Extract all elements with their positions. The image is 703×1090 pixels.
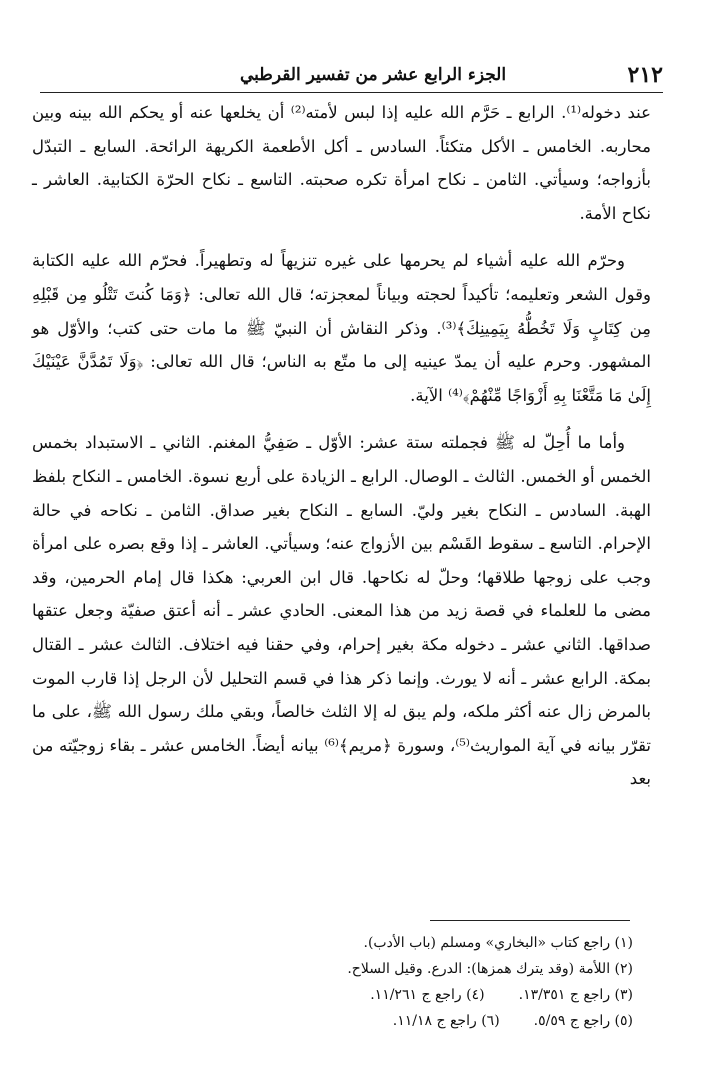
footnote-line-2 (60, 956, 633, 982)
footnote-1: (١) راجع كتاب «البخاري» ومسلم (باب الأدب). (363, 935, 633, 951)
footnote-6: (٦) راجع ج ١١/١٨. (392, 1013, 500, 1029)
paragraph-2: وحرّم الله عليه أشياء لم يحرمها على غيره تنزيهاً له وتطهيراً. فحرّم الله عليه الكتابة وقول الشعر وتعليمه؛ تأكيداً لحجته وبياناً لمعجزته؛ قال الله تعالى: ﴿وَمَا كُنتَ تَتْلُو مِن قَبْلِهِ مِن كِتَابٍ وَلَا تَخُطُّهُ بِيَمِينِكَ﴾⁽³⁾. وذكر النقاش أن النبيّ ﷺ ما مات حتى كتب؛ والأوّل هو المشهور. وحرم عليه أن يمدّ عينيه إلى ما متّع به الناس؛ قال الله تعالى: ﴿وَلَا تَمُدَّنَّ عَيْنَيْكَ إِلَىٰ مَا مَتَّعْنَا بِهِ أَزْوَاجًا مِّنْهُمْ﴾⁽⁴⁾ الآية. (32, 251, 651, 405)
footnote-3: (٣) راجع ج ١٣/٣٥١. (518, 987, 633, 1003)
footnote-line-4 (60, 1008, 633, 1034)
footnotes (60, 930, 633, 1034)
paragraph-1: عند دخوله⁽¹⁾. الرابع ـ حَرَّم الله عليه إذا لبس لأمته⁽²⁾ أن يخلعها عنه أو يحكم الله بينه وبين محاربه. الخامس ـ الأكل متكئاً. السادس ـ أكل الأطعمة الكريهة الرائحة. السابع ـ التبدّل بأزواجه؛ وسيأتي. الثامن ـ نكاح امرأة تكره صحبته. التاسع ـ نكاح الحرّة الكتابية. العاشر ـ نكاح الأمة. (32, 103, 651, 223)
footnote-divider (430, 920, 630, 921)
running-title: الجزء الرابع عشر من تفسير القرطبي (240, 65, 507, 85)
footnote-2: (٢) اللأمة (وقد يترك همزها): الدرع. وقيل السلاح. (347, 961, 633, 977)
footnote-line-1 (60, 930, 633, 956)
footnote-line-3 (60, 982, 633, 1008)
page-number: ٢١٢ (627, 62, 663, 88)
body-text (32, 96, 651, 810)
page-header (40, 58, 663, 93)
paragraph-3: وأما ما أُحِلّ له ﷺ فجملته ستة عشر: الأوّل ـ صَفِيُّ المغنم. الثاني ـ الاستبداد بخمس الخمس أو الخمس. الثالث ـ الوصال. الرابع ـ الزيادة على أربع نسوة. الخامس ـ النكاح بلفظ الهبة. السادس ـ النكاح بغير وليّ. السابع ـ النكاح بغير صداق. الثامن ـ نكاحه في حالة الإحرام. التاسع ـ سقوط القَسْم بين الأزواج عنه؛ وسيأتي. العاشر ـ إذا وقع بصره على امرأة وجب على زوجها طلاقها؛ وحلّ له نكاحها. قال ابن العربي: هكذا قال إمام الحرمين، وقد مضى ما للعلماء في قصة زيد من هذا المعنى. الحادي عشر ـ أنه أعتق صفيّة وجعل عتقها صداقها. الثاني عشر ـ دخوله مكة بغير إحرام، وفي حقنا فيه اختلاف. الثالث عشر ـ القتال بمكة. الرابع عشر ـ أنه لا يورث. وإنما ذكر هذا في قسم التحليل لأن الرجل إذا قارب الموت بالمرض زال عنه أكثر ملكه، ولم يبق له إلا الثلث خالصاً، وبقي ملك رسول الله ﷺ، على ما تقرّر بيانه في آية المواريث⁽⁵⁾، وسورة ﴿مريم﴾⁽⁶⁾ بيانه أيضاً. الخامس عشر ـ بقاء زوجيّته من بعد (32, 433, 652, 789)
footnote-5: (٥) راجع ج ٥/٥٩. (533, 1013, 633, 1029)
footnote-4: (٤) راجع ج ١١/٢٦١. (370, 987, 485, 1003)
